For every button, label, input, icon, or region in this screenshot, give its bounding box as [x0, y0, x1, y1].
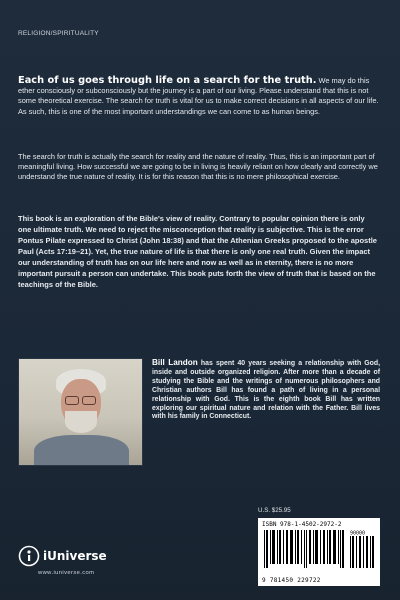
iuniverse-swirl-icon	[18, 545, 40, 567]
intro-lead-sentence: Each of us goes through life on a search for the truth.	[18, 75, 317, 86]
author-bio	[152, 359, 380, 422]
publisher-name: iUniverse	[43, 549, 107, 563]
author-photo	[18, 358, 143, 466]
barcode-block	[258, 518, 380, 586]
barcode-number: 9 781450 229722	[262, 577, 321, 584]
author-bio-text: has spent 40 years seeking a relationship with God, inside and outside organized religion. After more than a decade of studying the Bible and the writings of numerous philosophers and Christian authors Bill has found a path of living in a personal relationship with God. This is the eighth book Bill has written exploring our spiritual nature and relation with the Father. Bill lives with his family in Connecticut.	[152, 360, 380, 421]
publisher-url: www.iuniverse.com	[38, 570, 95, 576]
reality-paragraph: The search for truth is actually the search for reality and the nature of reality. Thus, this is an important part of meaningful living. How successful we are going to be in living is heavily reliant on how clearly and correctly we understand the true nature of reality. It is for this reason that this is no mere philosophical exercise.	[18, 152, 378, 182]
category-label: RELIGION/SPIRITUALITY	[18, 30, 99, 37]
author-name: Bill Landon	[152, 358, 198, 367]
book-description-paragraph: This book is an exploration of the Bible's view of reality. Contrary to popular opinion there is only one ultimate truth. We need to reject the misconception that reality is subjective. This is the error Pontus Pilate expressed to Christ (John 18:38) and that the Athenian Greeks proposed to the apostle Paul (Acts 17:19–21). Yet, the true nature of life is that there is only one real truth. Given the impact our understanding of truth has on our life here and now as well as in eternity, there is no more important pursuit a person can undertake. This book puts forth the view of truth that is based on the teachings of the Bible.	[18, 214, 377, 289]
barcode-icon	[262, 530, 376, 574]
intro-paragraph	[18, 76, 380, 117]
price-label: U.S. $25.95	[258, 507, 291, 514]
intro-body: We may do this ether consciously or subconsciously but the journey is a part of our living. Please understand that this is not some theoretical exercise. The search for truth is vital for us to make correct decisions in all aspects of our life. As such, this is one of the most important understandings we can come to as human beings.	[18, 76, 379, 116]
isbn-text: ISBN 978-1-4502-2972-2	[262, 521, 342, 528]
barcode-addon: 90000	[350, 530, 366, 537]
